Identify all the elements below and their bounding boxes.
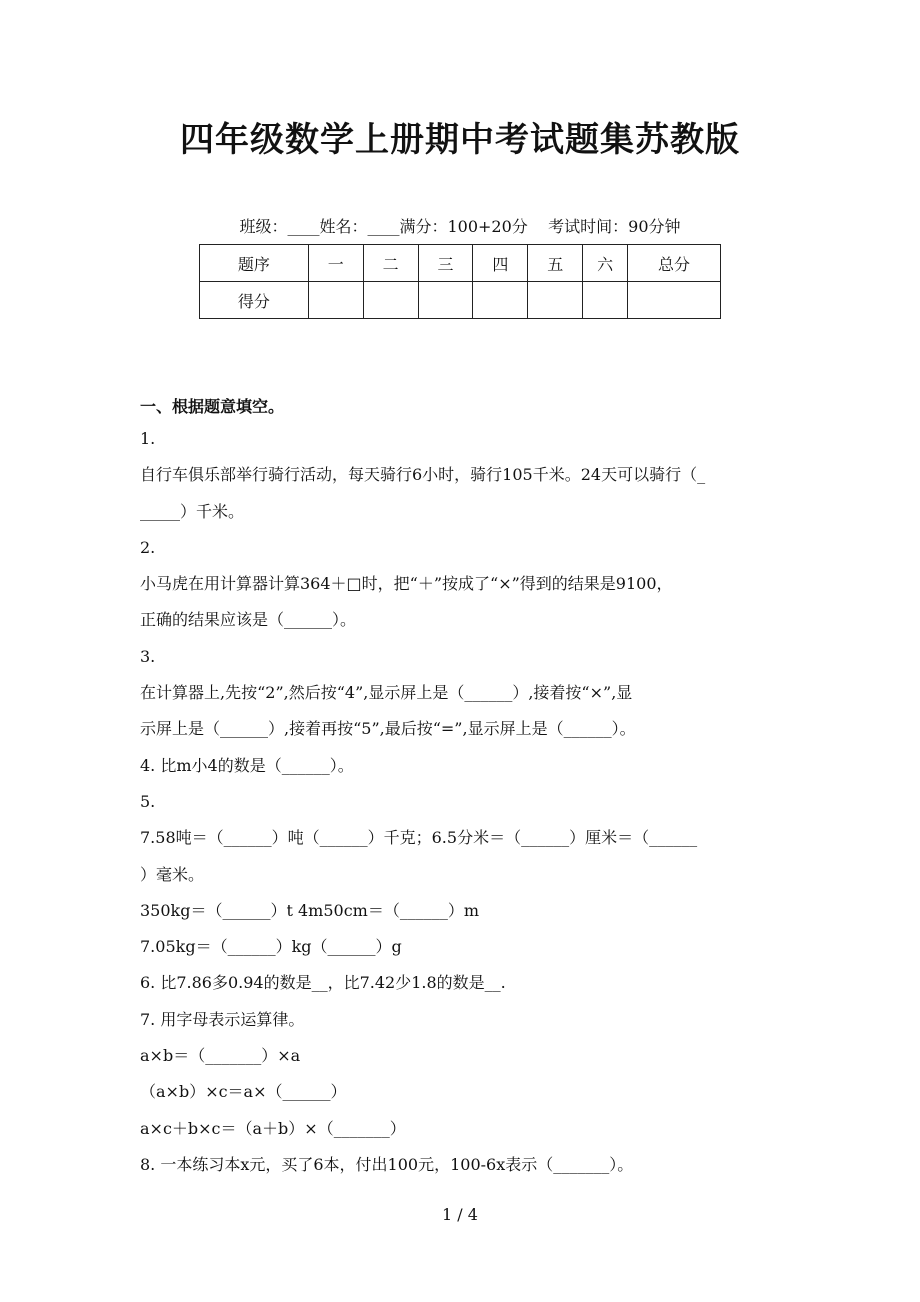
score-header-cell: 三 [418, 245, 473, 282]
question-line: 示屏上是（______）,接着再按“5”,最后按“=”,显示屏上是（______）。 [140, 719, 636, 739]
score-cell [363, 282, 418, 319]
score-header-cell: 一 [308, 245, 363, 282]
question-line: （a×b）×c＝a×（______） [140, 1082, 347, 1102]
question-line: 8. 一本练习本x元，买了6本，付出100元，100-6x表示（_______）。 [140, 1154, 634, 1174]
question-line: ）毫米。 [140, 864, 205, 884]
score-header-cell: 六 [583, 245, 628, 282]
question-line: 6. 比7.86多0.94的数是__，比7.42少1.8的数是__. [140, 973, 506, 993]
score-cell [418, 282, 473, 319]
score-cell [628, 282, 721, 319]
question-line: 正确的结果应该是（______）。 [140, 610, 357, 630]
score-header-cell: 四 [473, 245, 528, 282]
question-line: 2. [140, 537, 156, 557]
page-title: 四年级数学上册期中考试题集苏教版 [180, 120, 740, 160]
score-header-cell: 总分 [628, 245, 721, 282]
section-fill-in-blanks [140, 393, 790, 1183]
score-table-score-row [200, 282, 721, 319]
question-line: 7.58吨＝（______）吨（______）千克；6.5分米＝（______）厘米＝（______ [140, 828, 698, 848]
score-cell [528, 282, 583, 319]
question-line: 4. 比m小4的数是（______）。 [140, 755, 354, 775]
section-title: 一、根据题意填空。 [140, 397, 285, 416]
score-table-header-row [200, 245, 721, 282]
question-line: a×b＝（_______）×a [140, 1046, 301, 1066]
question-line: a×c＋b×c＝（a＋b）×（_______） [140, 1118, 406, 1138]
question-line: 7.05kg＝（______）kg（______）g [140, 937, 402, 957]
question-line: 7. 用字母表示运算律。 [140, 1009, 305, 1029]
question-line: 5. [140, 791, 156, 811]
question-line: 小马虎在用计算器计算364＋□时，把“＋”按成了“×”得到的结果是9100， [140, 574, 673, 594]
score-cell [473, 282, 528, 319]
score-header-cell: 题序 [200, 245, 309, 282]
question-line: _____）千米。 [140, 501, 245, 521]
question-line: 350kg＝（______）t 4m50cm＝（______）m [140, 900, 480, 920]
question-line: 1. [140, 429, 156, 448]
question-line: 自行车俱乐部举行骑行活动，每天骑行6小时，骑行105千米。24天可以骑行（_ [140, 465, 706, 485]
question-line: 3. [140, 646, 156, 666]
score-table [199, 244, 721, 319]
student-info-line: 班级：____姓名：____满分：100+20分 考试时间：90分钟 [239, 217, 681, 236]
score-header-cell: 二 [363, 245, 418, 282]
score-header-cell: 五 [528, 245, 583, 282]
score-cell [308, 282, 363, 319]
page-number: 1 / 4 [442, 1205, 478, 1224]
question-line: 在计算器上,先按“2”,然后按“4”,显示屏上是（______）,接着按“×”,显 [140, 683, 633, 703]
score-row-label: 得分 [200, 282, 309, 319]
score-cell [583, 282, 628, 319]
